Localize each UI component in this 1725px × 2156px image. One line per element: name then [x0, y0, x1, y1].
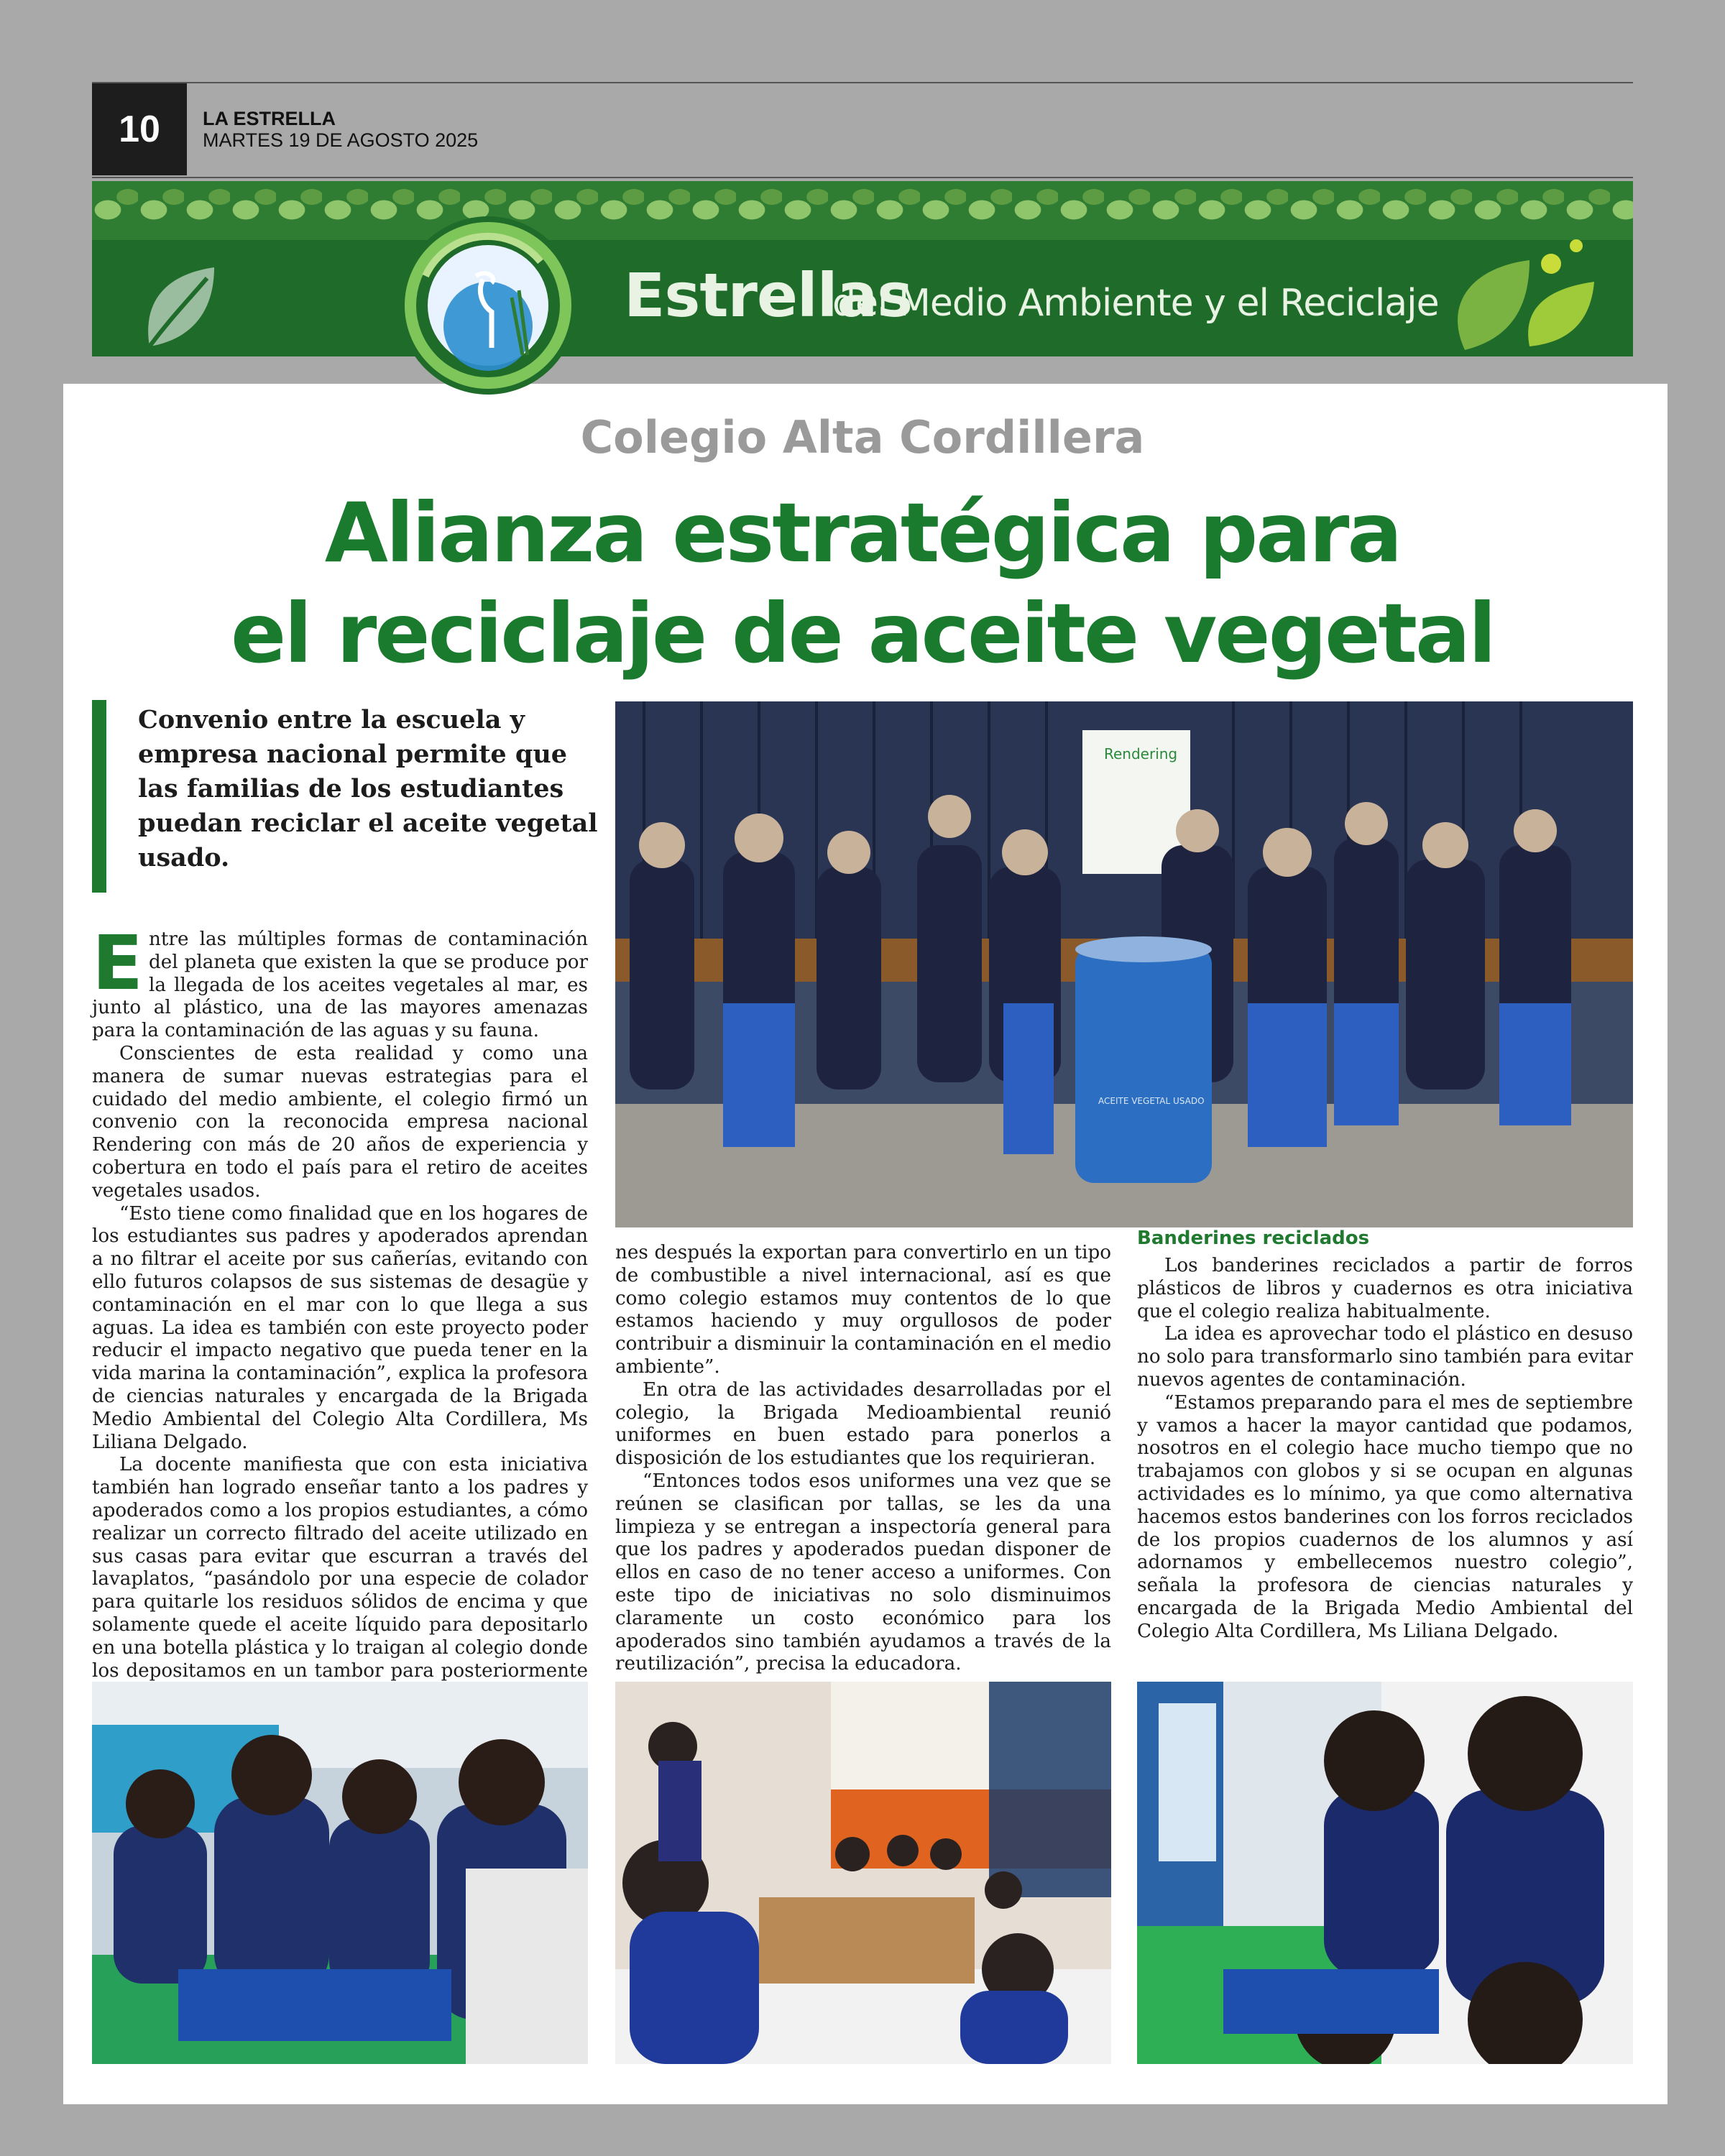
kicker: Colegio Alta Cordillera [580, 411, 1145, 464]
header-rule [92, 177, 1633, 178]
photo-classroom-table [615, 1682, 1111, 2064]
paragraph: Los banderines reciclados a partir de forros plásticos de libros y cuadernos es otra iniciativa que el colegio realiza habitualmente. [1137, 1255, 1633, 1322]
masthead [203, 108, 478, 151]
subheading: Banderines reciclados [1137, 1227, 1370, 1249]
headline [144, 483, 1581, 684]
article-column-2 [615, 1242, 1111, 1676]
headline-line-2: el reciclaje de aceite vegetal [231, 586, 1494, 681]
banner-title: Estrellas [624, 260, 913, 331]
leaf-icon [135, 253, 243, 354]
deck-accent-bar [92, 700, 106, 893]
paragraph: En otra de las actividades desarrolladas por el colegio, la Brigada Medioambiental reunió uniformes en buen estado para ponerlos a disposición de los estudiantes que los requirieran. [615, 1378, 1111, 1470]
paragraph: “Estamos preparando para el mes de septiembre y vamos a hacer la mayor cantidad que podamos, nosotros en el colegio hace mucho tiempo que no trabajamos con globos y si se ocupan en algunas actividades es lo mínimo, ya que como alternativa hacemos estos banderines con los forros reciclados de los propios cuadernos de los alumnos y así adornamos y embellecemos nuestro colegio”, señala la profesora de ciencias naturales y encargada de la Brigada Medio Ambiental del Colegio Alta Cordillera, Ms Liliana Delgado. [1137, 1391, 1633, 1642]
page-number: 10 [92, 83, 187, 175]
photo-sorting-uniforms [92, 1682, 588, 2064]
paragraph: nes después la exportan para convertirlo en un tipo de combustible a nivel internacional, así es que como colegio estamos muy contentos de lo que estamos haciendo y muy orgullosos de poder contribuir a disminuir la contaminación en el medio ambiente”. [615, 1242, 1111, 1378]
paragraph: “Entonces todos esos uniformes una vez que se reúnen se clasifican por tallas, se les da una limpieza y se entregan a inspectoría general para que los padres y apoderados puedan disponer de ellos en caso de no tener acceso a uniformes. Con este tipo de iniciativas no solo disminuimos claramente un costo económico para los apoderados sino también ayudamos a través de la reutilización”, precisa la educadora. [615, 1470, 1111, 1675]
top-rule [92, 82, 1633, 83]
headline-line-1: Alianza estratégica para [324, 485, 1401, 581]
paragraph: “Esto tiene como finalidad que en los hogares de los estudiantes sus padres y apoderados aprendan a no filtrar el aceite por sus cañerías, evitando con ello futuros colapsos de sus sistemas de desagüe y contaminación en el mar con lo que llega a sus aguas. La idea es también con este proyecto poder reducir el impacto negativo que pueda tener en la vida marina la contaminación”, explica la profesora de ciencias naturales y encargada de la Brigada Medio Ambiental del Colegio Alta Cordillera, Ms Liliana Delgado. [92, 1202, 588, 1453]
rendering-sign-text: Rendering [1104, 745, 1178, 763]
article-column-3 [1137, 1226, 1633, 1644]
drop-cap: E [92, 919, 144, 1007]
paper-name: LA ESTRELLA [203, 108, 336, 129]
paragraph: La idea es aprovechar todo el plástico en desuso no solo para transformarlo sino también para evitar nuevos agentes de contaminación. [1137, 1323, 1633, 1391]
leaves-dots-icon [1443, 231, 1609, 354]
main-photo-group-students [615, 701, 1633, 1227]
leaf-border [92, 181, 1633, 240]
photo-folding-uniforms [1137, 1682, 1633, 2064]
section-banner [92, 181, 1633, 356]
deck: Convenio entre la escuela y empresa nacional permite que las familias de los estudiantes puedan reciclar el aceite vegetal usado. [138, 705, 598, 872]
recycling-emblem-icon [397, 211, 579, 400]
banner-subtitle: del Medio Ambiente y el Reciclaje [832, 282, 1439, 325]
barrel-label: ACEITE VEGETAL USADO [1098, 1096, 1205, 1106]
issue-date: MARTES 19 DE AGOSTO 2025 [203, 129, 479, 151]
paragraph: Conscientes de esta realidad y como una manera de sumar nuevas estrategias para el cuidado del medio ambiente, el colegio firmó un convenio con la reconocida empresa nacional Rendering con más de 20 años de experiencia y cobertura en todo el país para el retiro de aceites vegetales usados. [92, 1042, 588, 1202]
paragraph: Entre las múltiples formas de contaminación del planeta que existen la que se produce por la llegada de los aceites vegetales al mar, es junto al plástico, una de las mayores amenazas para la contaminación de las aguas y su fauna. [92, 919, 588, 1042]
article-column-1 [92, 919, 588, 1728]
paragraph: La docente manifiesta que con esta iniciativa también han logrado enseñar tanto a los padres y apoderados como a los propios estudiantes, a cómo realizar un correcto filtrado del aceite utilizado en sus casas para evitar que escurran a través del lavaplatos, “pasándolo por una especie de colador para quitarle los residuos sólidos de encima y que solamente quede el aceite líquido para depositarlo en una botella plástica y lo traigan al colegio donde los depositamos en un tambor para posteriormente [92, 1454, 588, 1682]
